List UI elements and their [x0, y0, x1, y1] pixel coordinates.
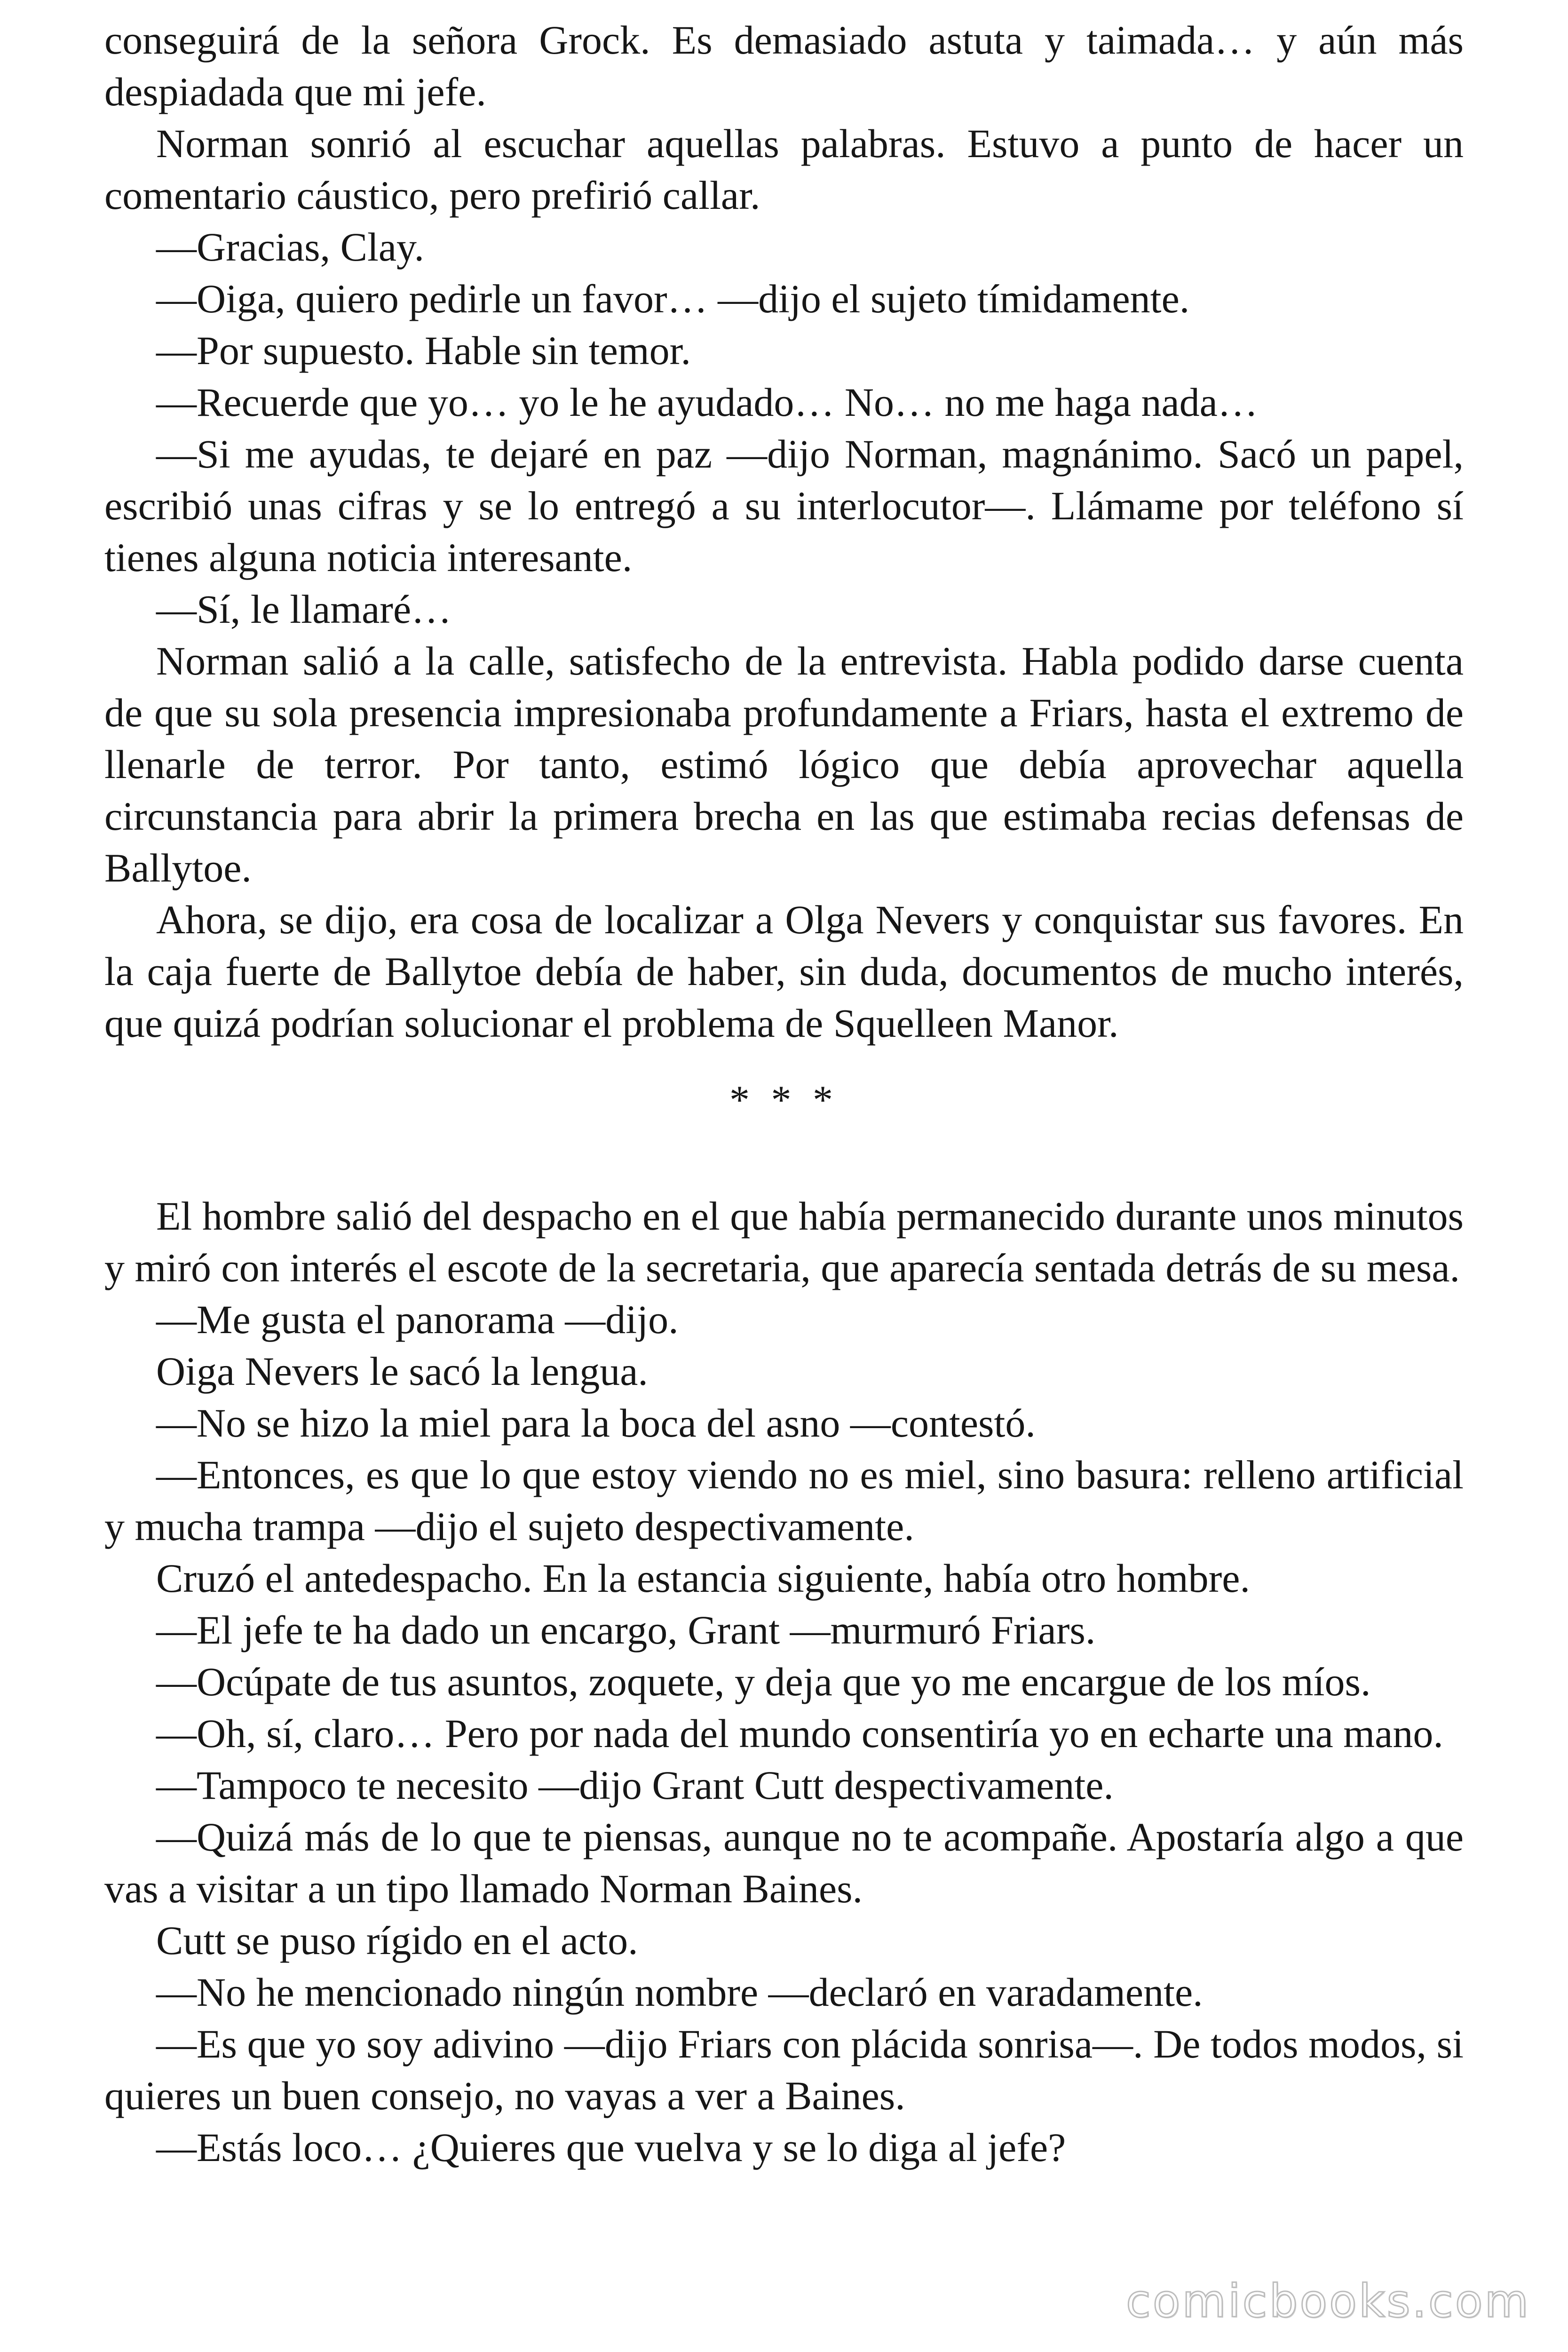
paragraph: El hombre salió del despacho en el que había permanecido durante unos minutos y miró con interés el escote de la secretaria, que aparecía sentada detrás de su mesa.: [104, 1193, 1464, 1290]
paragraph: conseguirá de la señora Grock. Es demasiado astuta y taimada… y aún más despiadada que mi jefe.: [104, 17, 1464, 114]
dialogue-line: —Por supuesto. Hable sin temor.: [156, 328, 691, 373]
paragraph: Ahora, se dijo, era cosa de localizar a Olga Nevers y conquistar sus favores. En la caja fuerte de Ballytoe debía de haber, sin duda, documentos de mucho interés, que quizá podrían solucionar el problema de Squelleen Manor.: [104, 897, 1464, 1046]
dialogue-line: —El jefe te ha dado un encargo, Grant —murmuró Friars.: [156, 1607, 1096, 1653]
dialogue-line: —Entonces, es que lo que estoy viendo no es miel, sino basura: relleno artificial y mucha trampa —dijo el sujeto despectivamente.: [104, 1452, 1464, 1549]
dialogue-line: —Tampoco te necesito —dijo Grant Cutt despectivamente.: [156, 1763, 1114, 1808]
dialogue-line: —Si me ayudas, te dejaré en paz —dijo Norman, magnánimo. Sacó un papel, escribió unas cifras y se lo entregó a su interlocutor—. Llámame por teléfono sí tienes alguna noticia interesante.: [104, 431, 1464, 580]
paragraph: Cruzó el antedespacho. En la estancia siguiente, había otro hombre.: [156, 1556, 1250, 1601]
scene-separator: [104, 1049, 1464, 1190]
separator-asterisks: * * *: [729, 1077, 839, 1122]
paragraph: Norman salió a la calle, satisfecho de la entrevista. Habla podido darse cuenta de que su sola presencia impresionaba profundamente a Friars, hasta el extremo de llenarle de terror. Por tanto, estimó lógico que debía aprovechar aquella circunstancia para abrir la primera brecha en las que estimaba recias defensas de Ballytoe.: [104, 638, 1464, 890]
dialogue-line: —Oh, sí, claro… Pero por nada del mundo consentiría yo en echarte una mano.: [156, 1711, 1443, 1756]
dialogue-line: —Sí, le llamaré…: [156, 587, 452, 632]
watermark: comicbooks.com: [1125, 2275, 1530, 2328]
dialogue-line: —Recuerde que yo… yo le he ayudado… No… no me haga nada…: [156, 380, 1258, 425]
paragraph: Cutt se puso rígido en el acto.: [156, 1918, 638, 1963]
dialogue-line: —Es que yo soy adivino —dijo Friars con plácida sonrisa—. De todos modos, si quieres un buen consejo, no vayas a ver a Baines.: [104, 2021, 1464, 2118]
dialogue-line: —Me gusta el panorama —dijo.: [156, 1297, 679, 1342]
page-text: [104, 14, 1464, 2173]
dialogue-line: —No se hizo la miel para la boca del asno —contestó.: [156, 1400, 1036, 1446]
dialogue-line: —Estás loco… ¿Quieres que vuelva y se lo diga al jefe?: [156, 2125, 1066, 2170]
dialogue-line: —Oiga, quiero pedirle un favor… —dijo el sujeto tímidamente.: [156, 276, 1190, 321]
dialogue-line: —No he mencionado ningún nombre —declaró en varadamente.: [156, 1970, 1203, 2015]
paragraph: Oiga Nevers le sacó la lengua.: [156, 1349, 648, 1394]
dialogue-line: —Quizá más de lo que te piensas, aunque no te acompañe. Apostaría algo a que vas a visitar a un tipo llamado Norman Baines.: [104, 1814, 1464, 1911]
dialogue-line: —Gracias, Clay.: [156, 224, 424, 270]
paragraph: Norman sonrió al escuchar aquellas palabras. Estuvo a punto de hacer un comentario cáustico, pero prefirió callar.: [104, 121, 1464, 218]
dialogue-line: —Ocúpate de tus asuntos, zoquete, y deja que yo me encargue de los míos.: [156, 1659, 1371, 1704]
